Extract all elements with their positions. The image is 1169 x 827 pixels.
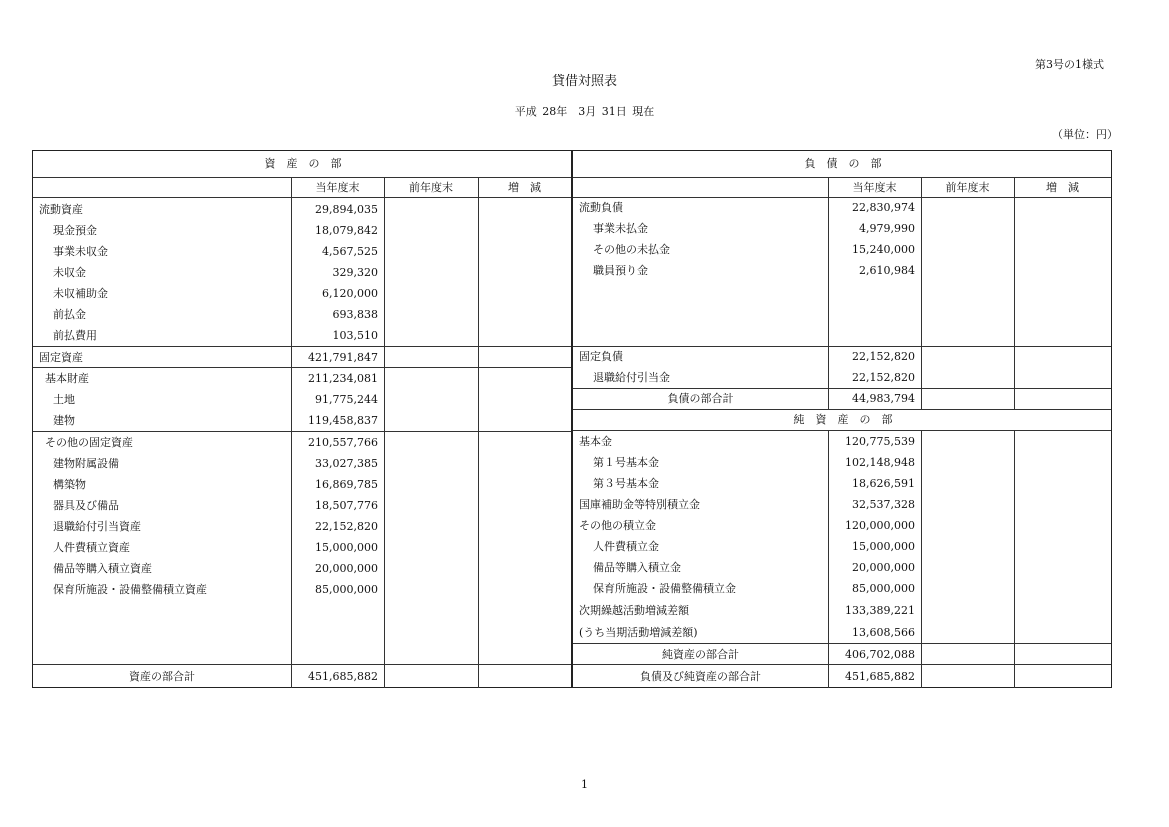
row-label: 流動資産 (39, 203, 83, 216)
table-row (573, 367, 1111, 388)
row-value: 85,000,000 (852, 582, 915, 595)
row-label: 保育所施設・設備整備積立資産 (53, 583, 207, 596)
liabilities-col-change: 増 減 (1046, 181, 1079, 194)
row-label: 基本金 (579, 435, 612, 448)
row-label: 固定負債 (579, 350, 623, 363)
row-value: 120,000,000 (845, 519, 915, 532)
assets-total-label: 資産の部合計 (129, 670, 195, 683)
row-label: 退職給付引当資産 (53, 520, 141, 533)
table-row (33, 199, 571, 220)
row-label: 未収補助金 (53, 287, 108, 300)
row-value: 16,869,785 (315, 478, 378, 491)
row-label: 未収金 (53, 266, 86, 279)
table-row (33, 453, 571, 474)
table-row (33, 325, 571, 346)
table-row (573, 557, 1111, 578)
table-row (33, 220, 571, 241)
row-value: 29,894,035 (315, 203, 378, 216)
row-value: 119,458,837 (308, 414, 378, 427)
row-label: 基本財産 (45, 372, 89, 385)
table-row (33, 389, 571, 410)
row-value: 22,152,820 (315, 520, 378, 533)
table-row (573, 197, 1111, 218)
row-label: 備品等購入積立金 (593, 561, 681, 574)
row-label: 事業未収金 (53, 245, 108, 258)
table-row (33, 516, 571, 537)
row-value: 91,775,244 (315, 393, 378, 406)
row-label: 退職給付引当金 (593, 371, 670, 384)
liabilities-total-label: 負債の部合計 (667, 392, 734, 405)
row-label: 次期繰越活動増減差額 (579, 604, 689, 617)
row-value: 210,557,766 (308, 436, 378, 449)
row-label: 第３号基本金 (593, 477, 659, 490)
row-value: 133,389,221 (845, 604, 915, 617)
liabilities-heading: 負 債 の 部 (804, 157, 882, 170)
net-assets-total-value: 406,702,088 (845, 648, 915, 661)
row-value: 4,979,990 (859, 222, 915, 235)
table-row (33, 262, 571, 283)
table-row (33, 347, 571, 368)
row-label: 流動負債 (579, 201, 623, 214)
row-value: 329,320 (332, 266, 378, 279)
assets-table (32, 150, 572, 688)
row-value: 20,000,000 (315, 562, 378, 575)
assets-heading: 資 産 の 部 (264, 157, 342, 170)
row-value: 6,120,000 (322, 287, 378, 300)
row-label: 事業未払金 (593, 222, 648, 235)
row-value: 103,510 (332, 329, 378, 342)
row-label: 固定資産 (39, 351, 83, 364)
liabilities-col-previous: 前年度末 (945, 181, 990, 194)
row-value: 211,234,081 (308, 372, 378, 385)
row-label: 人件費積立資産 (53, 541, 130, 554)
table-row (33, 241, 571, 262)
row-value: 22,152,820 (852, 350, 915, 363)
row-value: 421,791,847 (308, 351, 378, 364)
row-label: その他の固定資産 (45, 436, 133, 449)
document-date: 平成 28年 3月 31日 現在 (514, 105, 655, 118)
row-value: 22,152,820 (852, 371, 915, 384)
row-label: 備品等購入積立資産 (53, 562, 152, 575)
liabilities-col-current: 当年度末 (852, 181, 897, 194)
table-row (33, 432, 571, 453)
row-label: (うち当期活動増減差額) (579, 626, 698, 639)
row-label: 保育所施設・設備整備積立金 (593, 582, 736, 595)
row-value: 15,000,000 (315, 541, 378, 554)
table-row (33, 495, 571, 516)
table-row (33, 368, 571, 389)
row-label: 現金預金 (53, 224, 97, 237)
row-value: 102,148,948 (845, 456, 915, 469)
row-value: 4,567,525 (322, 245, 378, 258)
row-value: 18,626,591 (852, 477, 915, 490)
table-row (573, 622, 1111, 643)
table-row (33, 537, 571, 558)
document-title: 貸借対照表 (551, 74, 617, 89)
table-row (573, 431, 1111, 452)
row-value: 120,775,539 (845, 435, 915, 448)
assets-total-value: 451,685,882 (308, 670, 378, 683)
table-row (33, 304, 571, 325)
table-row (33, 410, 571, 431)
row-label: 職員預り金 (593, 264, 648, 277)
row-label: 構築物 (53, 478, 86, 491)
row-label: 前払金 (53, 308, 86, 321)
liabilities-net-assets-table (572, 150, 1112, 688)
net-assets-total-label: 純資産の部合計 (662, 648, 739, 661)
net-assets-heading: 純 資 産 の 部 (793, 413, 893, 426)
row-value: 32,537,328 (852, 498, 915, 511)
table-row (33, 283, 571, 304)
table-row (573, 600, 1111, 621)
table-row (573, 494, 1111, 515)
row-value: 15,000,000 (852, 540, 915, 553)
assets-col-change: 増 減 (508, 181, 541, 194)
row-value: 33,027,385 (315, 457, 378, 470)
table-row (573, 260, 1111, 281)
table-row (33, 474, 571, 495)
row-label: その他の未払金 (593, 243, 670, 256)
form-number: 第3号の1様式 (1035, 58, 1104, 71)
liabilities-total-value: 44,983,794 (852, 392, 915, 405)
row-value: 13,608,566 (852, 626, 915, 639)
row-label: 土地 (53, 393, 75, 406)
row-value: 2,610,984 (859, 264, 915, 277)
table-row (573, 218, 1111, 239)
row-label: 建物 (53, 414, 75, 427)
grand-total-label: 負債及び純資産の部合計 (640, 670, 761, 683)
table-row (33, 558, 571, 579)
assets-col-current: 当年度末 (315, 181, 360, 194)
row-label: 前払費用 (53, 329, 97, 342)
row-label: 国庫補助金等特別積立金 (579, 498, 700, 511)
row-value: 18,507,776 (315, 499, 378, 512)
table-row (573, 578, 1111, 599)
table-row (573, 452, 1111, 473)
unit-label: （単位：円） (1052, 128, 1118, 141)
table-row (573, 239, 1111, 260)
row-value: 18,079,842 (315, 224, 378, 237)
row-label: 器具及び備品 (53, 499, 119, 512)
table-row (573, 346, 1111, 367)
row-value: 22,830,974 (852, 201, 915, 214)
grand-total-value: 451,685,882 (845, 670, 915, 683)
page-number: 1 (581, 778, 588, 791)
row-value: 20,000,000 (852, 561, 915, 574)
row-value: 85,000,000 (315, 583, 378, 596)
table-row (573, 515, 1111, 536)
assets-col-previous: 前年度末 (409, 181, 453, 194)
table-row (33, 579, 571, 600)
row-label: 第１号基本金 (593, 456, 659, 469)
row-label: 人件費積立金 (593, 540, 659, 553)
row-value: 15,240,000 (852, 243, 915, 256)
row-label: 建物附属設備 (53, 457, 119, 470)
table-row (573, 473, 1111, 494)
row-label: その他の積立金 (579, 519, 656, 532)
table-row (573, 536, 1111, 557)
row-value: 693,838 (332, 308, 378, 321)
